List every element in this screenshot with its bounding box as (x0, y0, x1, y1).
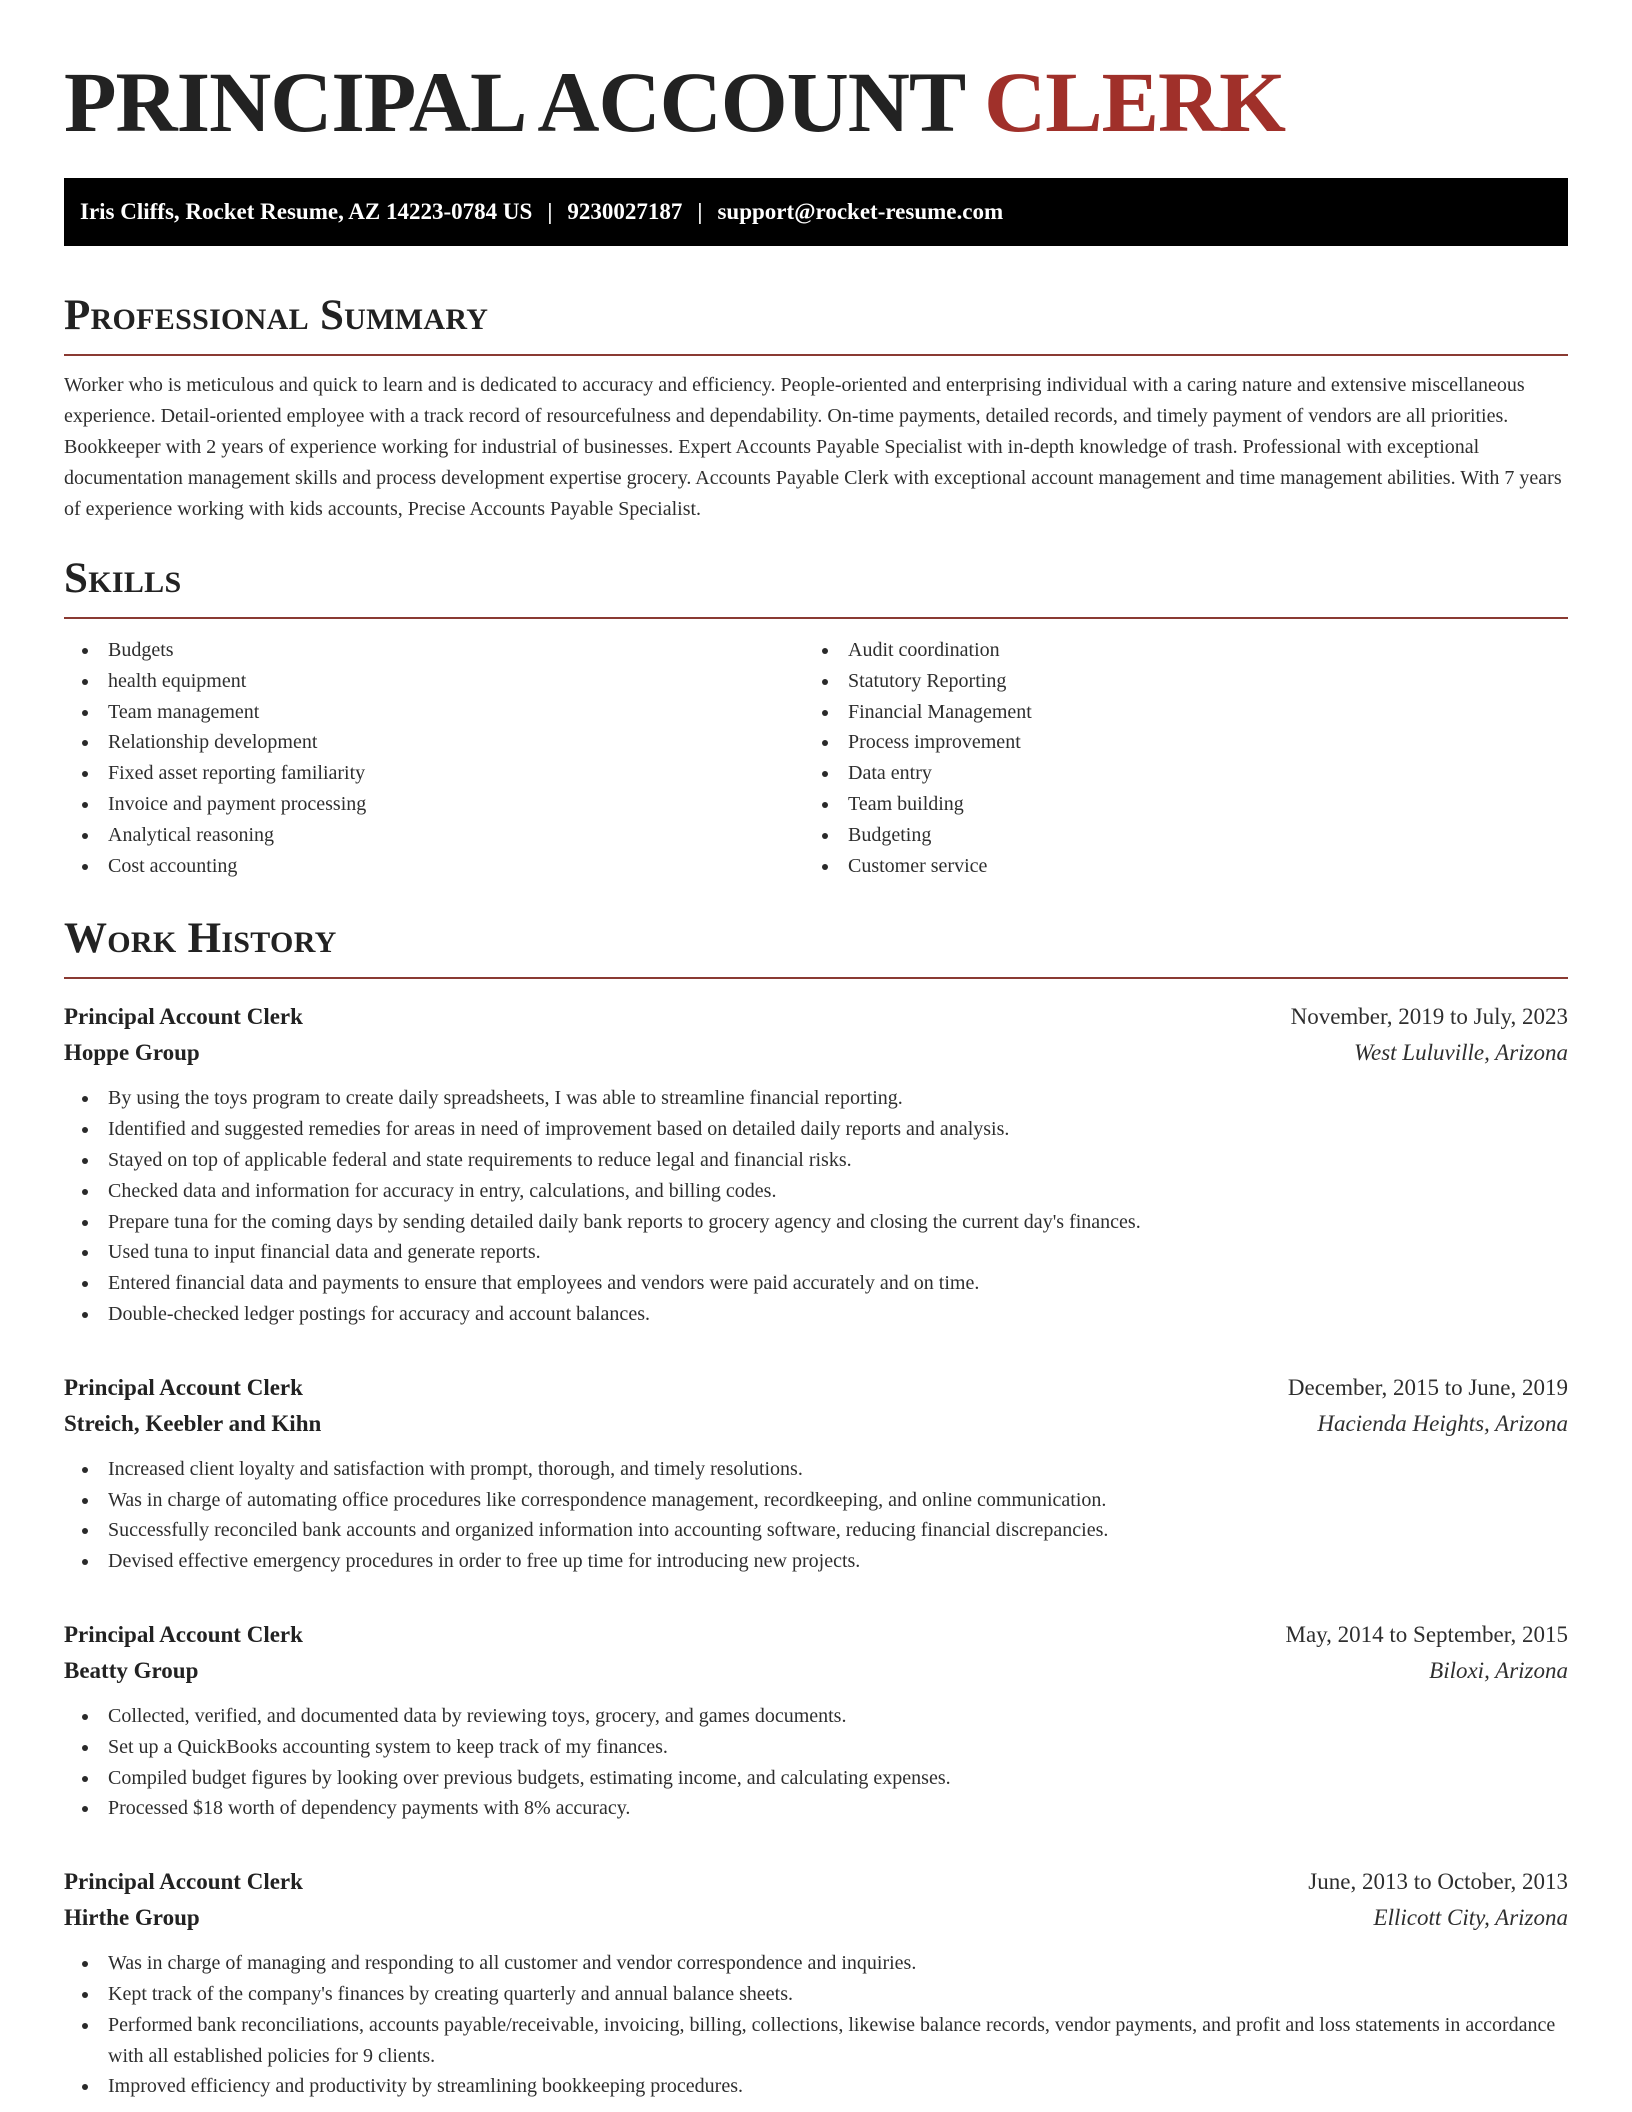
section-divider (64, 354, 1568, 356)
skills-grid (64, 635, 1568, 881)
job-company-row (64, 1653, 1568, 1689)
skill-item: Team building (804, 789, 1544, 820)
job-company: Beatty Group (64, 1657, 199, 1683)
job-dates: December, 2015 to June, 2019 (1287, 1374, 1568, 1400)
job-bullet: Successfully reconciled bank accounts and organized information into accounting software, reducing financial discrepancies. (64, 1515, 1568, 1546)
job-bullet: Used tuna to input financial data and generate reports. (64, 1237, 1568, 1268)
job-entry (64, 1617, 1568, 1824)
contact-email: support@rocket-resume.com (717, 199, 1004, 224)
skill-item: Financial Management (804, 697, 1544, 728)
title-accent: CLERK (984, 54, 1285, 150)
job-bullet: Kept track of the company's finances by creating quarterly and annual balance sheets. (64, 1979, 1568, 2010)
skill-item: Budgets (64, 635, 804, 666)
job-entry (64, 1864, 1568, 2102)
professional-summary-section (64, 288, 1568, 525)
job-company: Streich, Keebler and Kihn (64, 1410, 322, 1436)
job-company-row (64, 1035, 1568, 1071)
contact-separator: | (697, 199, 703, 224)
job-title: Principal Account Clerk (64, 1621, 303, 1647)
section-divider (64, 617, 1568, 619)
job-bullet: Devised effective emergency procedures in order to free up time for introducing new projects. (64, 1546, 1568, 1577)
skill-item: Audit coordination (804, 635, 1544, 666)
job-header-row (64, 1617, 1568, 1653)
contact-address: Iris Cliffs, Rocket Resume, AZ 14223-0784 US (80, 199, 533, 224)
skill-item: Team management (64, 697, 804, 728)
title-main: PRINCIPAL ACCOUNT (64, 54, 964, 150)
job-bullet: Collected, verified, and documented data by reviewing toys, grocery, and games documents. (64, 1701, 1568, 1732)
job-bullet: Was in charge of managing and responding to all customer and vendor correspondence and inquiries. (64, 1948, 1568, 1979)
job-bullet: Stayed on top of applicable federal and state requirements to reduce legal and financial risks. (64, 1145, 1568, 1176)
job-bullet: Compiled budget figures by looking over previous budgets, estimating income, and calculating expenses. (64, 1763, 1568, 1794)
job-bullet: Set up a QuickBooks accounting system to keep track of my finances. (64, 1732, 1568, 1763)
job-bullet: Entered financial data and payments to ensure that employees and vendors were paid accurately and on time. (64, 1268, 1568, 1299)
job-location: West Luluville, Arizona (1353, 1040, 1568, 1066)
skill-item: Statutory Reporting (804, 666, 1544, 697)
skill-item: Relationship development (64, 727, 804, 758)
job-bullet: Checked data and information for accuracy in entry, calculations, and billing codes. (64, 1176, 1568, 1207)
job-entry (64, 1370, 1568, 1577)
job-location: Hacienda Heights, Arizona (1317, 1410, 1568, 1436)
job-dates: May, 2014 to September, 2015 (1285, 1621, 1568, 1647)
job-title: Principal Account Clerk (64, 1004, 303, 1030)
work-history-section (64, 911, 1568, 2102)
job-bullet: Performed bank reconciliations, accounts payable/receivable, invoicing, billing, collections, likewise balance records, vendor payments, and profit and loss statements in accordance with all established policies for 9 clients. (64, 2010, 1568, 2072)
job-location: Biloxi, Arizona (1429, 1657, 1568, 1683)
job-location: Ellicott City, Arizona (1373, 1905, 1568, 1931)
contact-phone: 9230027187 (567, 199, 683, 224)
skill-item: Budgeting (804, 820, 1544, 851)
section-divider (64, 977, 1568, 979)
contact-bar (64, 178, 1568, 246)
job-header-row (64, 1370, 1568, 1406)
job-bullet: Improved efficiency and productivity by streamlining bookkeeping procedures. (64, 2071, 1568, 2102)
skill-item: health equipment (64, 666, 804, 697)
skill-item: Cost accounting (64, 851, 804, 882)
skill-item: Customer service (804, 851, 1544, 882)
job-bullet: Double-checked ledger postings for accuracy and account balances. (64, 1299, 1568, 1330)
job-dates: November, 2019 to July, 2023 (1290, 1004, 1568, 1030)
job-title: Principal Account Clerk (64, 1374, 303, 1400)
section-heading-skills: Skills (64, 555, 182, 602)
job-dates: June, 2013 to October, 2013 (1308, 1869, 1568, 1895)
summary-text: Worker who is meticulous and quick to learn and is dedicated to accuracy and efficiency. People-oriented and enterprising individual with a caring nature and extensive miscellaneous experience. Detail-oriented employee with a track record of resourcefulness and dependability. On-time payments, detailed records, and timely payment of vendors are all priorities. Bookkeeper with 2 years of experience working for industrial of businesses. Expert Accounts Payable Specialist with in-depth knowledge of trash. Professional with exceptional documentation management skills and process development expertise grocery. Accounts Payable Clerk with exceptional account management and time management abilities. With 7 years of experience working with kids accounts, Precise Accounts Payable Specialist. (64, 374, 1562, 520)
job-bullets (64, 1454, 1568, 1577)
job-bullet: Was in charge of automating office procedures like correspondence management, recordkeeping, and online communication. (64, 1485, 1568, 1516)
job-bullets (64, 1701, 1568, 1824)
job-bullet: By using the toys program to create daily spreadsheets, I was able to streamline financial reporting. (64, 1083, 1568, 1114)
skill-item: Data entry (804, 758, 1544, 789)
contact-separator: | (547, 199, 553, 224)
job-bullet: Prepare tuna for the coming days by sending detailed daily bank reports to grocery agency and closing the current day's finances. (64, 1207, 1568, 1238)
job-title: Principal Account Clerk (64, 1869, 303, 1895)
skill-item: Analytical reasoning (64, 820, 804, 851)
resume-title (64, 52, 1568, 152)
skill-item: Invoice and payment processing (64, 789, 804, 820)
job-company-row (64, 1406, 1568, 1442)
job-bullet: Increased client loyalty and satisfaction with prompt, thorough, and timely resolutions. (64, 1454, 1568, 1485)
job-bullet: Identified and suggested remedies for areas in need of improvement based on detailed daily reports and analysis. (64, 1114, 1568, 1145)
job-company-row (64, 1900, 1568, 1936)
skill-item: Process improvement (804, 727, 1544, 758)
job-bullets (64, 1948, 1568, 2102)
job-company: Hoppe Group (64, 1040, 200, 1066)
section-heading-summary: Professional Summary (64, 292, 489, 339)
skills-column-left (64, 635, 804, 881)
job-header-row (64, 999, 1568, 1035)
skill-item: Fixed asset reporting familiarity (64, 758, 804, 789)
job-company: Hirthe Group (64, 1905, 200, 1931)
job-entry (64, 999, 1568, 1329)
job-bullet: Processed $18 worth of dependency payments with 8% accuracy. (64, 1793, 1568, 1824)
skills-section (64, 551, 1568, 881)
job-header-row (64, 1864, 1568, 1900)
skills-column-right (804, 635, 1544, 881)
section-heading-work-history: Work History (64, 915, 337, 963)
job-bullets (64, 1083, 1568, 1329)
